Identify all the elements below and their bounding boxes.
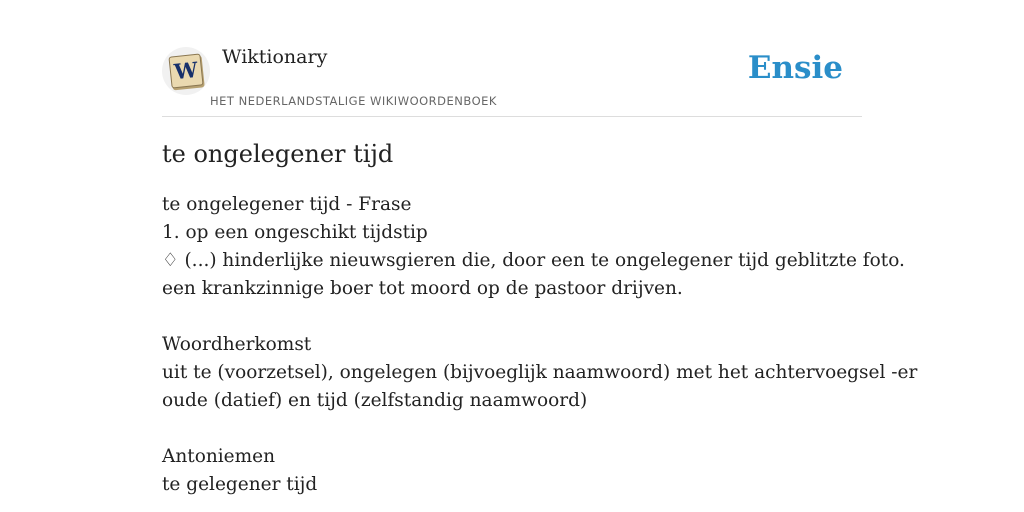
- antonym-item[interactable]: te gelegener tijd: [162, 474, 318, 495]
- etymology-continuation-line: oude (datief) en tijd (zelfstandig naamwoord): [162, 390, 588, 411]
- etymology-line: uit te (voorzetsel), ongelegen (bijvoeglijk naamwoord) met het achtervoegsel -er: [162, 362, 918, 383]
- etymology-heading: Woordherkomst: [162, 334, 312, 355]
- page: [162, 0, 918, 512]
- definition-line: 1. op een ongeschikt tijdstip: [162, 222, 428, 243]
- wiktionary-logo-icon: W: [168, 53, 203, 88]
- ensie-brand-logo[interactable]: Ensie: [747, 50, 843, 86]
- example-line: ♢ (...) hinderlijke nieuwsgieren die, door een te ongelegener tijd geblitzte foto.: [162, 250, 905, 271]
- entry-headword-line: te ongelegener tijd - Frase: [162, 194, 412, 215]
- site-title[interactable]: Wiktionary: [222, 46, 328, 68]
- wiktionary-logo[interactable]: [162, 47, 210, 95]
- antonyms-heading: Antoniemen: [162, 446, 276, 467]
- site-header: [162, 0, 862, 117]
- site-subtitle: HET NEDERLANDSTALIGE WIKIWOORDENBOEK: [210, 94, 497, 108]
- example-continuation-line: een krankzinnige boer tot moord op de pastoor drijven.: [162, 278, 683, 299]
- page-title: te ongelegener tijd: [162, 140, 394, 168]
